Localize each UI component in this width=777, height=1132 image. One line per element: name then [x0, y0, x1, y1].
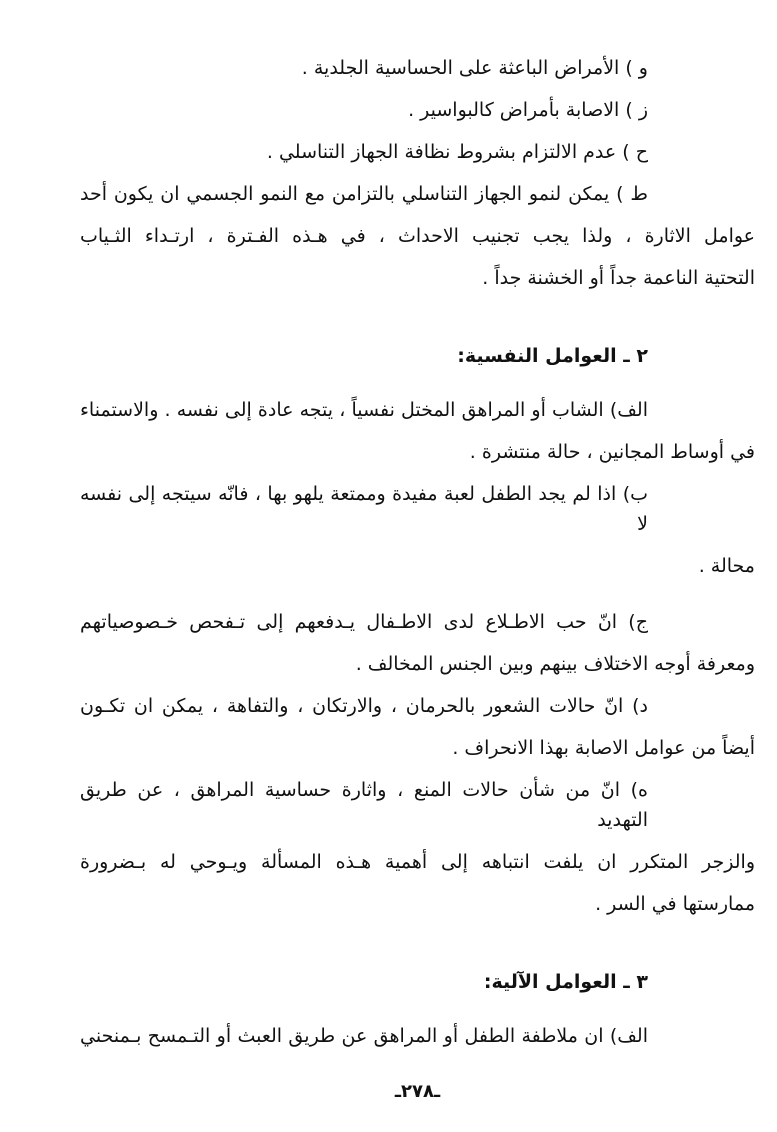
- text-line: أيضاً من عوامل الاصابة بهذا الانحراف .: [452, 737, 755, 759]
- text-line: عوامل الاثارة ، ولذا يجب تجنيب الاحداث ، في هـذه الفـترة ، ارتـداء الثـياب: [80, 225, 755, 247]
- text-line: ومعرفة أوجه الاختلاف بينهم وبين الجنس المخالف .: [355, 653, 755, 675]
- text-line: ممارستها في السر .: [595, 893, 755, 915]
- section-heading: ٣ ـ العوامل الآلية:: [483, 971, 648, 993]
- text-line: التحتية الناعمة جداً أو الخشنة جداً .: [482, 267, 755, 289]
- text-line: والزجر المتكرر ان يلفت انتباهه إلى أهمية هـذه المسألة ويـوحي له بـضرورة: [80, 851, 755, 873]
- text-line: ب) اذا لم يجد الطفل لعبة مفيدة وممتعة يلهو بها ، فانّه سيتجه إلى نفسه لا: [80, 483, 648, 535]
- text-line: ج) انّ حب الاطـلاع لدى الاطـفال يـدفعهم إلى تـفحص خـصوصياتهم: [80, 611, 648, 633]
- text-line: ح ) عدم الالتزام بشروط نظافة الجهاز التناسلي .: [266, 141, 648, 163]
- section-heading: ٢ ـ العوامل النفسية:: [457, 345, 648, 367]
- text-line: ز ) الاصابة بأمراض كالبواسير .: [408, 99, 648, 121]
- text-line: الف) ان ملاطفة الطفل أو المراهق عن طريق العبث أو التـمسح بـمنحني: [80, 1025, 648, 1047]
- text-line: محالة .: [698, 555, 755, 577]
- page-number: ـ٢٧٨ـ: [394, 1081, 441, 1102]
- text-line: ط ) يمكن لنمو الجهاز التناسلي بالتزامن مع النمو الجسمي ان يكون أحد: [80, 183, 648, 205]
- text-line: في أوساط المجانين ، حالة منتشرة .: [469, 441, 755, 463]
- text-line: الف) الشاب أو المراهق المختل نفسياً ، يتجه عادة إلى نفسه . والاستمناء: [80, 399, 648, 421]
- text-line: ه) انّ من شأن حالات المنع ، واثارة حساسية المراهق ، عن طريق التهديد: [80, 779, 648, 831]
- text-line: د) انّ حالات الشعور بالحرمان ، والارتكان ، والتفاهة ، يمكن ان تكـون: [80, 695, 648, 717]
- text-line: و ) الأمراض الباعثة على الحساسية الجلدية .: [301, 57, 648, 79]
